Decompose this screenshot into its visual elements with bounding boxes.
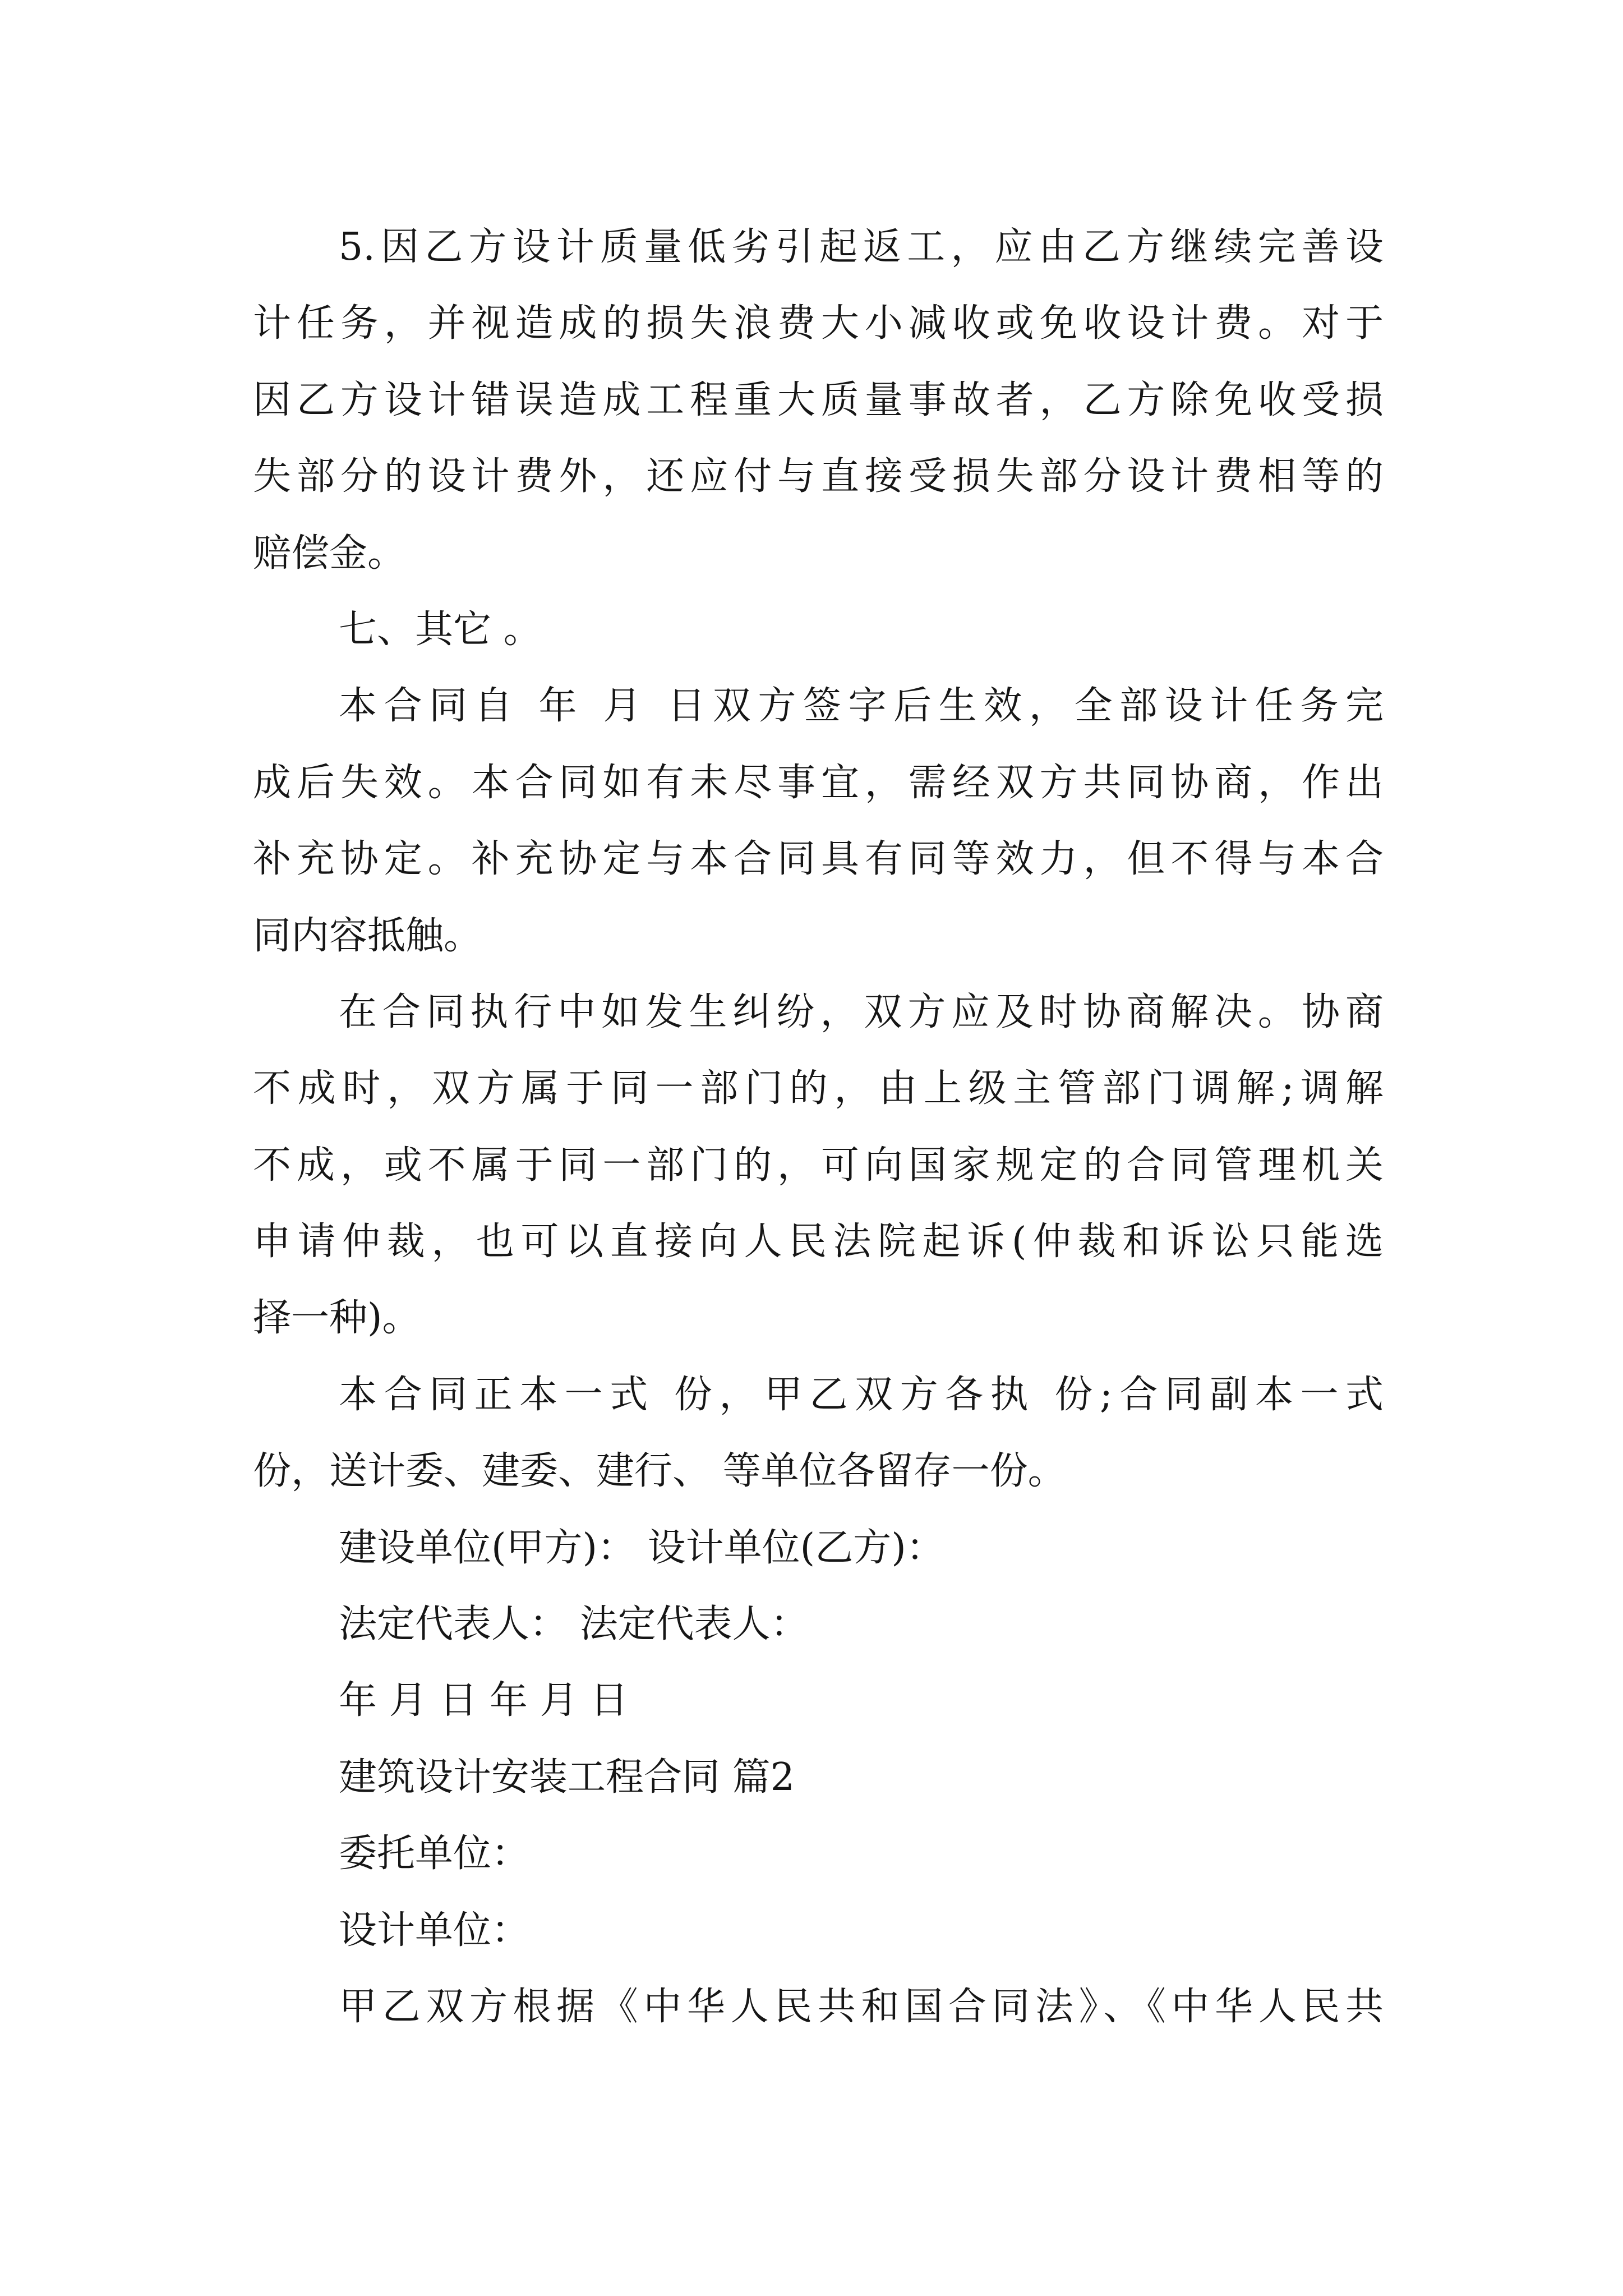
document-line: 申请仲裁，也可以直接向人民法院起诉(仲裁和诉讼只能选 [253,1220,1384,1264]
paragraph-dispute-resolution [253,974,1384,1357]
document-line: 赔偿金。 [253,531,406,576]
paragraph-effective-date [253,668,1384,974]
document-line: 甲乙双方根据《中华人民共和国合同法》、《中华人民共 [339,1984,1384,2029]
paragraph-legal-basis [253,1969,1384,2045]
document-line: 年 月 日 年 月 日 [339,1678,629,1723]
document-line: 不成，或不属于同一部门的，可向国家规定的合同管理机关 [253,1143,1384,1188]
document-line: 建设单位(甲方)： 设计单位(乙方)： [339,1525,944,1570]
document-line: 份，送计委、建委、建行、 等单位各留存一份。 [253,1449,1066,1494]
document-body [253,209,1384,2045]
section-title-part-2 [253,1740,1384,1816]
document-line: 因乙方设计错误造成工程重大质量事故者，乙方除免收受损 [253,378,1384,422]
document-line: 成后失效。本合同如有未尽事宜，需经双方共同协商，作出 [253,760,1384,805]
document-line: 择一种)。 [253,1296,421,1341]
document-line: 委托单位： [339,1832,530,1876]
document-line: 不成时，双方属于同一部门的，由上级主管部门调解;调解 [253,1066,1384,1111]
document-line: 同内容抵触。 [253,913,482,958]
paragraph-copies [253,1357,1384,1510]
document-line: 在合同执行中如发生纠纷，双方应及时协商解决。协商 [339,990,1384,1034]
paragraph-design-quality-liability [253,209,1384,592]
document-line: 七、其它 。 [339,607,542,652]
field-design-unit [253,1893,1384,1969]
section-heading-other [253,592,1384,668]
document-line: 5.因乙方设计质量低劣引起返工，应由乙方继续完善设 [339,225,1384,269]
document-line: 设计单位： [339,1908,530,1953]
document-line: 法定代表人： 法定代表人： [339,1602,809,1647]
document-line: 本合同正本一式 份，甲乙双方各执 份;合同副本一式 [339,1372,1384,1417]
signature-parties [253,1510,1384,1586]
document-line: 计任务，并视造成的损失浪费大小减收或免收设计费。对于 [253,301,1384,346]
document-line: 建筑设计安装工程合同 篇2 [339,1755,795,1800]
document-line: 失部分的设计费外，还应付与直接受损失部分设计费相等的 [253,454,1384,499]
field-client-unit [253,1816,1384,1892]
signature-dates [253,1663,1384,1739]
document-line: 本合同自 年 月 日双方签字后生效，全部设计任务完 [339,684,1384,729]
document-line: 补充协定。补充协定与本合同具有同等效力，但不得与本合 [253,837,1384,882]
signature-representatives [253,1586,1384,1663]
